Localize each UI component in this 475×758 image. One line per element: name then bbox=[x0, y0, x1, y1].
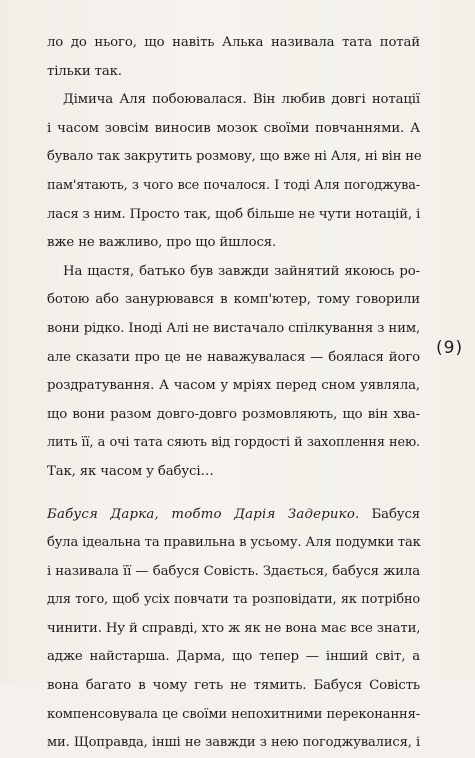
text-line: адже найстарша. Дарма, що тепер — інший світ, а bbox=[47, 649, 420, 665]
text-line: пам'ятають, з чого все почалося. І тоді Аля погоджува- bbox=[47, 177, 420, 193]
text-line: вже не важливо, про що йшлося. bbox=[47, 235, 277, 251]
text-line: ло до нього, що навіть Алька називала тата потай bbox=[47, 35, 420, 50]
script-heading: Бабуся Дарка, тобто Дарія Задерико. bbox=[47, 506, 360, 522]
paragraph-continuation bbox=[47, 29, 420, 86]
paragraph bbox=[47, 501, 420, 758]
text-line: компенсовувала це своїми непохитними переконання- bbox=[47, 706, 420, 722]
text-line: і називала її — бабуся Совість. Здається, бабуся жила bbox=[47, 563, 420, 579]
text-line: але сказати про це не наважувалася — боялася його bbox=[47, 349, 420, 365]
text-line: На щастя, батько був завжди зайнятий якоюсь ро- bbox=[63, 263, 420, 279]
text-line: роздратування. А часом у мріях перед сном уявляла, bbox=[47, 378, 420, 394]
text-line: лася з ним. Просто так, щоб більше не чути нотацій, і bbox=[47, 206, 421, 222]
text-line: Дімича Аля побоювалася. Він любив довгі нотації bbox=[63, 92, 420, 108]
text-fragment: Бабуся bbox=[371, 506, 421, 522]
text-line: лить її, а очі тата сяють від гордості й захоплення нею. bbox=[47, 435, 420, 451]
text-line: що вони разом довго-довго розмовляють, що він хва- bbox=[47, 406, 420, 422]
text-line: ми. Щоправда, інші не завжди з нею погоджувалися, і bbox=[47, 735, 420, 751]
paragraph bbox=[47, 86, 420, 258]
text-line: для того, щоб усіх повчати та розповідати, як потрібно bbox=[47, 592, 420, 608]
text-line bbox=[47, 501, 420, 530]
page-number: (9) bbox=[436, 338, 464, 358]
text-line: вони рідко. Іноді Алі не вистачало спілкування з ним, bbox=[47, 320, 421, 336]
body-text bbox=[47, 29, 420, 758]
text-line: тільки так. bbox=[47, 63, 122, 79]
section-gap bbox=[47, 487, 420, 501]
text-line: вона багато в чому геть не тямить. Бабуся Совість bbox=[47, 678, 420, 694]
text-line: і часом зовсім виносив мозок своїми повчаннями. А bbox=[47, 120, 420, 136]
text-line: була ідеальна та правильна в усьому. Аля подумки так bbox=[47, 535, 421, 551]
paragraph bbox=[47, 258, 420, 487]
text-line: Так, як часом у бабусі… bbox=[47, 463, 214, 479]
text-line: чинити. Ну й справді, хто ж як не вона має все знати, bbox=[47, 620, 421, 636]
text-line: бувало так закрутить розмову, що вже ні Аля, ні він не bbox=[47, 149, 422, 165]
text-line: ботою або занурювався в комп'ютер, тому говорили bbox=[47, 292, 420, 308]
